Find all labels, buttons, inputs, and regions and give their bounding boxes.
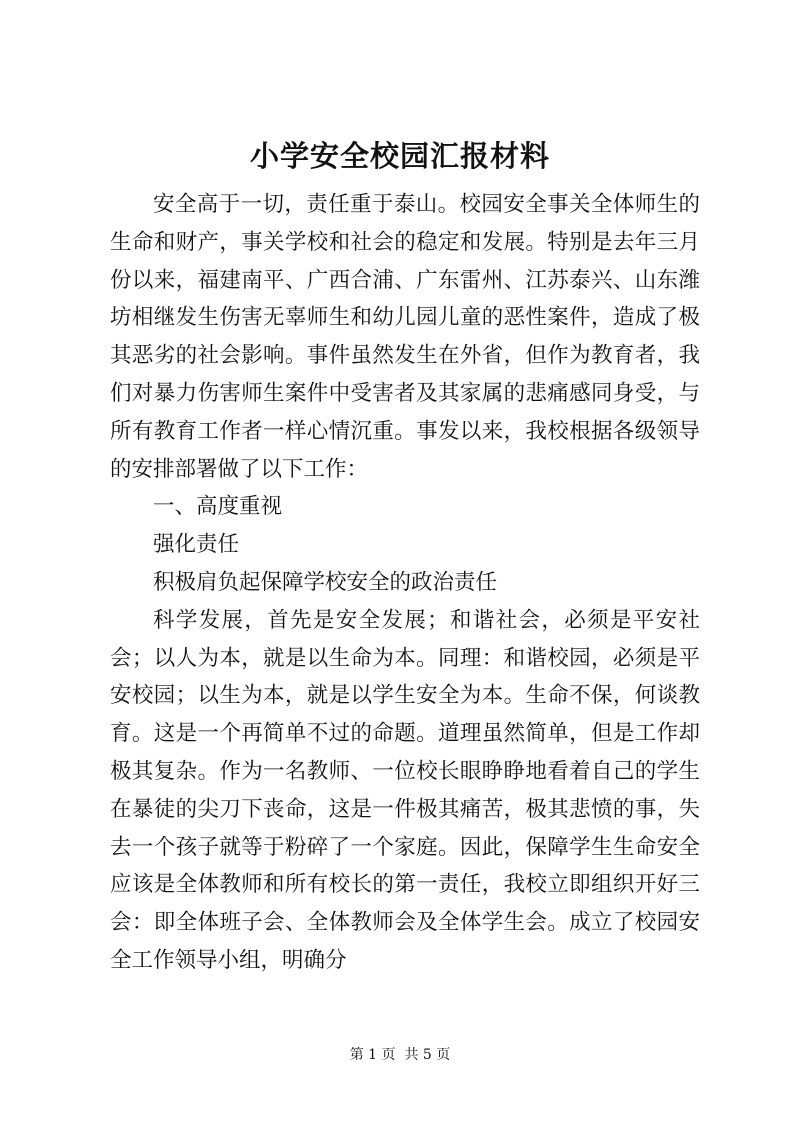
heading-section-one: 一、高度重视 bbox=[153, 494, 283, 520]
paragraph-scientific-development: 科学发展，首先是安全发展；和谐社会，必须是平安社会；以人为本，就是以生命为本。同理：和谐校园，必须是平安校园；以生为本，就是以学生安全为本。生命不保，何谈教育。这是一个再简单不过的命题。道理虽然简单，但是工作却极其复杂。作为一名教师、一位校长眼睁睁地看着自己的学生在暴徒的尖刀下丧命，这是一件极其痛苦，极其悲愤的事，失去一个孩子就等于粉碎了一个家庭。因此，保障学生生命安全应该是全体教师和所有校长的第一责任，我校立即组织开好三会：即全体班子会、全体教师会及全体学生会。成立了校园安全工作领导小组，明确分 bbox=[110, 607, 700, 973]
heading-strengthen-responsibility: 强化责任 bbox=[153, 532, 240, 558]
page-number: 第 1 页 共 5 页 bbox=[349, 1047, 451, 1063]
document-title: 小学安全校园汇报材料 bbox=[249, 139, 550, 173]
heading-political-responsibility: 积极肩负起保障学校安全的政治责任 bbox=[153, 569, 498, 595]
document-body bbox=[110, 186, 700, 980]
paragraph-intro: 安全高于一切，责任重于泰山。校园安全事关全体师生的生命和财产，事关学校和社会的稳定和发展。特别是去年三月份以来，福建南平、广西合浦、广东雷州、江苏泰兴、山东潍坊相继发生伤害无辜师生和幼儿园儿童的恶性案件，造成了极其恶劣的社会影响。事件虽然发生在外省，但作为教育者，我们对暴力伤害师生案件中受害者及其家属的悲痛感同身受，与所有教育工作者一样心情沉重。事发以来，我校根据各级领导的安排部署做了以下工作： bbox=[110, 192, 700, 482]
page-footer bbox=[0, 1045, 800, 1065]
